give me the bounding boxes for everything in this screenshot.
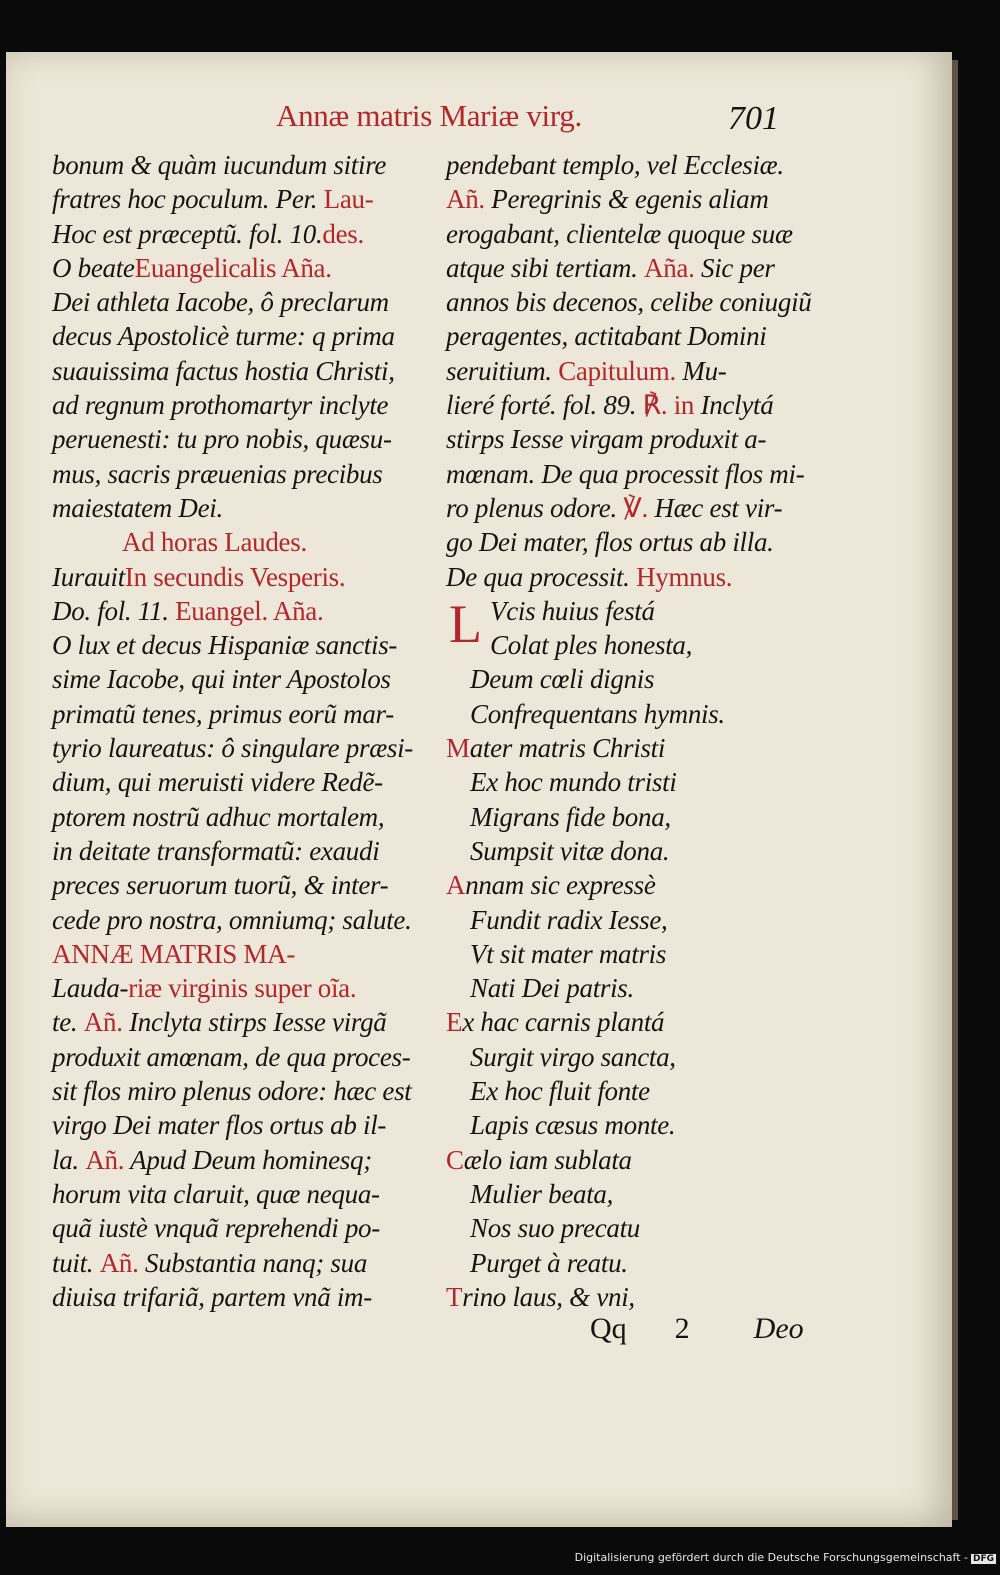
line-text: te. <box>52 1007 84 1038</box>
text-line <box>446 354 826 388</box>
text-line <box>52 525 434 559</box>
text-line <box>446 765 826 799</box>
line-text: ptorem nostrũ adhuc mortalem, <box>52 801 385 832</box>
digitization-credit <box>575 1551 996 1564</box>
signature-mark: Qq <box>590 1312 627 1345</box>
rubric-text: ℣. <box>623 492 649 523</box>
text-line <box>52 1177 434 1211</box>
text-line <box>52 937 434 971</box>
text-line <box>446 868 826 902</box>
text-line <box>52 1040 434 1074</box>
text-line <box>446 1143 826 1177</box>
rubric-text: In secundis Vesperis. <box>124 561 346 592</box>
rubric-text: des. <box>322 218 364 249</box>
rubric-text: Añ. <box>99 1247 139 1278</box>
line-text: la. <box>52 1144 86 1175</box>
text-line <box>52 628 434 662</box>
catchword: Deo <box>753 1312 804 1345</box>
line-text: Fundit radix Iesse, <box>470 904 668 935</box>
line-text: De qua processit. <box>446 561 637 592</box>
line-text: fratres hoc poculum. Per. <box>52 184 324 215</box>
text-line <box>446 388 826 422</box>
dfg-logo: DFG <box>972 1554 994 1564</box>
text-line <box>446 1108 826 1142</box>
text-line <box>446 285 826 319</box>
rubric-text: ℟. in <box>642 390 695 421</box>
text-line <box>446 971 826 1005</box>
text-line <box>52 388 434 422</box>
line-text: cede pro nostra, omniumq; salute. <box>52 904 412 935</box>
text-line <box>446 1074 826 1108</box>
line-text: Hoc est præceptũ. fol. 10. <box>52 218 323 249</box>
line-text: Substantia nanq; sua <box>138 1247 368 1278</box>
folio-number: 701 <box>728 100 779 137</box>
line-text: Dei athleta Iacobe, ô preclarum <box>52 287 389 318</box>
rubric-text: Añ. <box>85 1144 125 1175</box>
text-line <box>52 560 434 594</box>
line-text: diuisa trifariã, partem vnã im- <box>52 1281 372 1312</box>
line-text: Ex hoc fluit fonte <box>470 1076 650 1107</box>
rubric-text: C <box>446 1144 464 1175</box>
line-text: ad regnum prothomartyr inclyte <box>52 390 389 421</box>
rubric-text: Añ. <box>83 1007 123 1038</box>
line-text: ælo iam sublata <box>463 1144 632 1175</box>
rubric-text: T <box>446 1281 463 1312</box>
text-line <box>52 594 434 628</box>
rubric-text: Aña. <box>644 252 695 283</box>
rubric-text: Capitulum. <box>558 355 676 386</box>
text-line <box>52 1108 434 1142</box>
line-text: Peregrinis & egenis aliam <box>484 184 769 215</box>
text-line <box>446 422 826 456</box>
line-text: virgo Dei mater flos ortus ab il- <box>52 1110 387 1141</box>
line-text: Migrans fide bona, <box>470 801 671 832</box>
text-line <box>52 457 434 491</box>
text-line <box>446 1246 826 1280</box>
line-text: Sic per <box>694 252 775 283</box>
line-text: mœnam. De qua processit flos mi- <box>446 458 805 489</box>
line-text: Lapis cæsus monte. <box>470 1110 676 1141</box>
line-text: ater matris Christi <box>469 733 666 764</box>
text-line <box>52 354 434 388</box>
line-text: in deitate transformatũ: exaudi <box>52 835 380 866</box>
line-text: decus Apostolicè turme: q prima <box>52 321 395 352</box>
line-text: lieré forté. fol. 89. <box>446 390 643 421</box>
line-text: horum vita claruit, quæ nequa- <box>52 1178 380 1209</box>
rubric-text: Ad horas Laudes. <box>122 527 307 558</box>
text-line <box>52 1143 434 1177</box>
line-text: Nos suo precatu <box>470 1213 640 1244</box>
text-line <box>52 868 434 902</box>
text-line <box>52 251 434 285</box>
line-text: go Dei mater, flos ortus ab illa. <box>446 527 774 558</box>
credit-text: Digitalisierung gefördert durch die Deutsche Forschungsgemeinschaft - <box>574 1551 968 1564</box>
rubric-text: A <box>446 870 466 901</box>
line-text: tuit. <box>52 1247 100 1278</box>
line-text: sime Iacobe, qui inter Apostolos <box>52 664 391 695</box>
text-line <box>52 903 434 937</box>
text-line <box>52 765 434 799</box>
text-line <box>446 800 826 834</box>
text-line <box>52 662 434 696</box>
line-text: Sumpsit vitæ dona. <box>470 835 670 866</box>
text-line <box>446 525 826 559</box>
text-line <box>52 1280 434 1314</box>
line-text: O beate <box>52 252 135 283</box>
text-line <box>52 1005 434 1039</box>
line-text: maiestatem Dei. <box>52 492 223 523</box>
line-text: Deum cœli dignis <box>470 664 655 695</box>
drop-capital: L <box>449 593 482 654</box>
line-text: Mulier beata, <box>470 1178 614 1209</box>
line-text: quã iustè vnquã reprehendi po- <box>52 1213 380 1244</box>
line-text: Mu- <box>675 355 727 386</box>
line-text: Iurauit <box>52 561 125 592</box>
rubric-text: Euangelicalis Aña. <box>134 252 332 283</box>
text-line <box>446 662 826 696</box>
signature-line <box>590 1312 804 1346</box>
line-text: mus, sacris præuenias precibus <box>52 458 383 489</box>
text-line <box>446 903 826 937</box>
running-title: Annæ matris Mariæ virg. <box>276 98 582 133</box>
line-text: atque sibi tertiam. <box>446 252 644 283</box>
text-line <box>446 937 826 971</box>
text-line <box>446 1040 826 1074</box>
line-text: Vcis huius festá <box>490 595 655 626</box>
rubric-text: Añ. <box>446 184 485 215</box>
text-line <box>52 422 434 456</box>
left-text-column <box>52 148 434 1314</box>
text-line <box>446 1177 826 1211</box>
text-line <box>52 1211 434 1245</box>
text-line <box>446 319 826 353</box>
text-line <box>446 1005 826 1039</box>
text-line <box>52 971 434 1005</box>
line-text: Hæc est vir- <box>648 492 783 523</box>
text-line <box>52 217 434 251</box>
line-text: ro plenus odore. <box>446 492 624 523</box>
line-text: primatũ tenes, primus eorũ mar- <box>52 698 394 729</box>
rubric-text: E <box>446 1007 463 1038</box>
text-line <box>446 1280 826 1314</box>
line-text: Purget à reatu. <box>470 1247 628 1278</box>
line-text: Inclytá <box>694 390 774 421</box>
text-line <box>446 251 826 285</box>
line-text: produxit amœnam, de qua proces- <box>52 1041 411 1072</box>
line-text: sit flos miro plenus odore: hæc est <box>52 1076 412 1107</box>
text-line <box>52 148 434 182</box>
line-text: Colat ples honesta, <box>490 630 693 661</box>
line-text: Inclyta stirps Iesse virgã <box>122 1007 387 1038</box>
line-text: dium, qui meruisti videre Redẽ- <box>52 767 383 798</box>
line-text: erogabant, clientelæ quoque suæ <box>446 218 793 249</box>
text-line <box>446 834 826 868</box>
line-text: preces seruorum tuorũ, & inter- <box>52 870 389 901</box>
text-line <box>446 182 826 216</box>
rubric-text: Hymnus. <box>636 561 733 592</box>
text-line <box>52 1246 434 1280</box>
line-text: pendebant templo, vel Ecclesiæ. <box>446 150 784 180</box>
line-text: peruenesti: tu pro nobis, quæsu- <box>52 424 392 455</box>
line-text: rino laus, & vni, <box>462 1281 635 1312</box>
text-line <box>52 731 434 765</box>
rubric-text: Lau- <box>323 184 374 215</box>
text-line <box>446 217 826 251</box>
text-line <box>446 491 826 525</box>
line-text: Ex hoc mundo tristi <box>470 767 677 798</box>
line-text: Apud Deum hominesq; <box>124 1144 372 1175</box>
line-text: seruitium. <box>446 355 559 386</box>
text-line <box>52 697 434 731</box>
line-text: annos bis decenos, celibe coniugiũ <box>446 287 812 318</box>
text-line <box>446 697 826 731</box>
text-line <box>446 148 826 182</box>
line-text: Confrequentans hymnis. <box>470 698 725 729</box>
line-text: bonum & quàm iucundum sitire <box>52 150 387 180</box>
line-text: O lux et decus Hispaniæ sanctis- <box>52 630 398 661</box>
text-line <box>446 628 826 662</box>
line-text: Surgit virgo sancta, <box>470 1041 676 1072</box>
text-line <box>446 560 826 594</box>
text-line <box>52 182 434 216</box>
text-line <box>446 457 826 491</box>
signature-number: 2 <box>674 1312 690 1345</box>
line-text: stirps Iesse virgam produxit a- <box>446 424 767 455</box>
text-line <box>52 1074 434 1108</box>
text-line <box>52 800 434 834</box>
line-text: Lauda- <box>52 973 129 1004</box>
text-line <box>52 319 434 353</box>
rubric-text: M <box>446 733 470 764</box>
line-text: Do. fol. 11. <box>52 595 176 626</box>
rubric-text: ANNÆ MATRIS MA- <box>52 938 296 969</box>
text-line <box>446 731 826 765</box>
right-text-column <box>446 148 826 1314</box>
text-line <box>52 834 434 868</box>
text-line <box>52 285 434 319</box>
text-line <box>52 491 434 525</box>
rubric-text: riæ virginis super oĩa. <box>128 973 357 1004</box>
page-edge <box>952 60 958 1520</box>
line-text: Nati Dei patris. <box>470 973 634 1004</box>
rubric-text: Euangel. Aña. <box>175 595 324 626</box>
line-text: x hac carnis plantá <box>462 1007 665 1038</box>
line-text: tyrio laureatus: ô singulare præsi- <box>52 733 414 764</box>
line-text: peragentes, actitabant Domini <box>446 321 767 352</box>
line-text: nnam sic expressè <box>465 870 656 901</box>
line-text: suauissima factus hostia Christi, <box>52 355 395 386</box>
text-line <box>446 1211 826 1245</box>
line-text: Vt sit mater matris <box>470 938 667 969</box>
